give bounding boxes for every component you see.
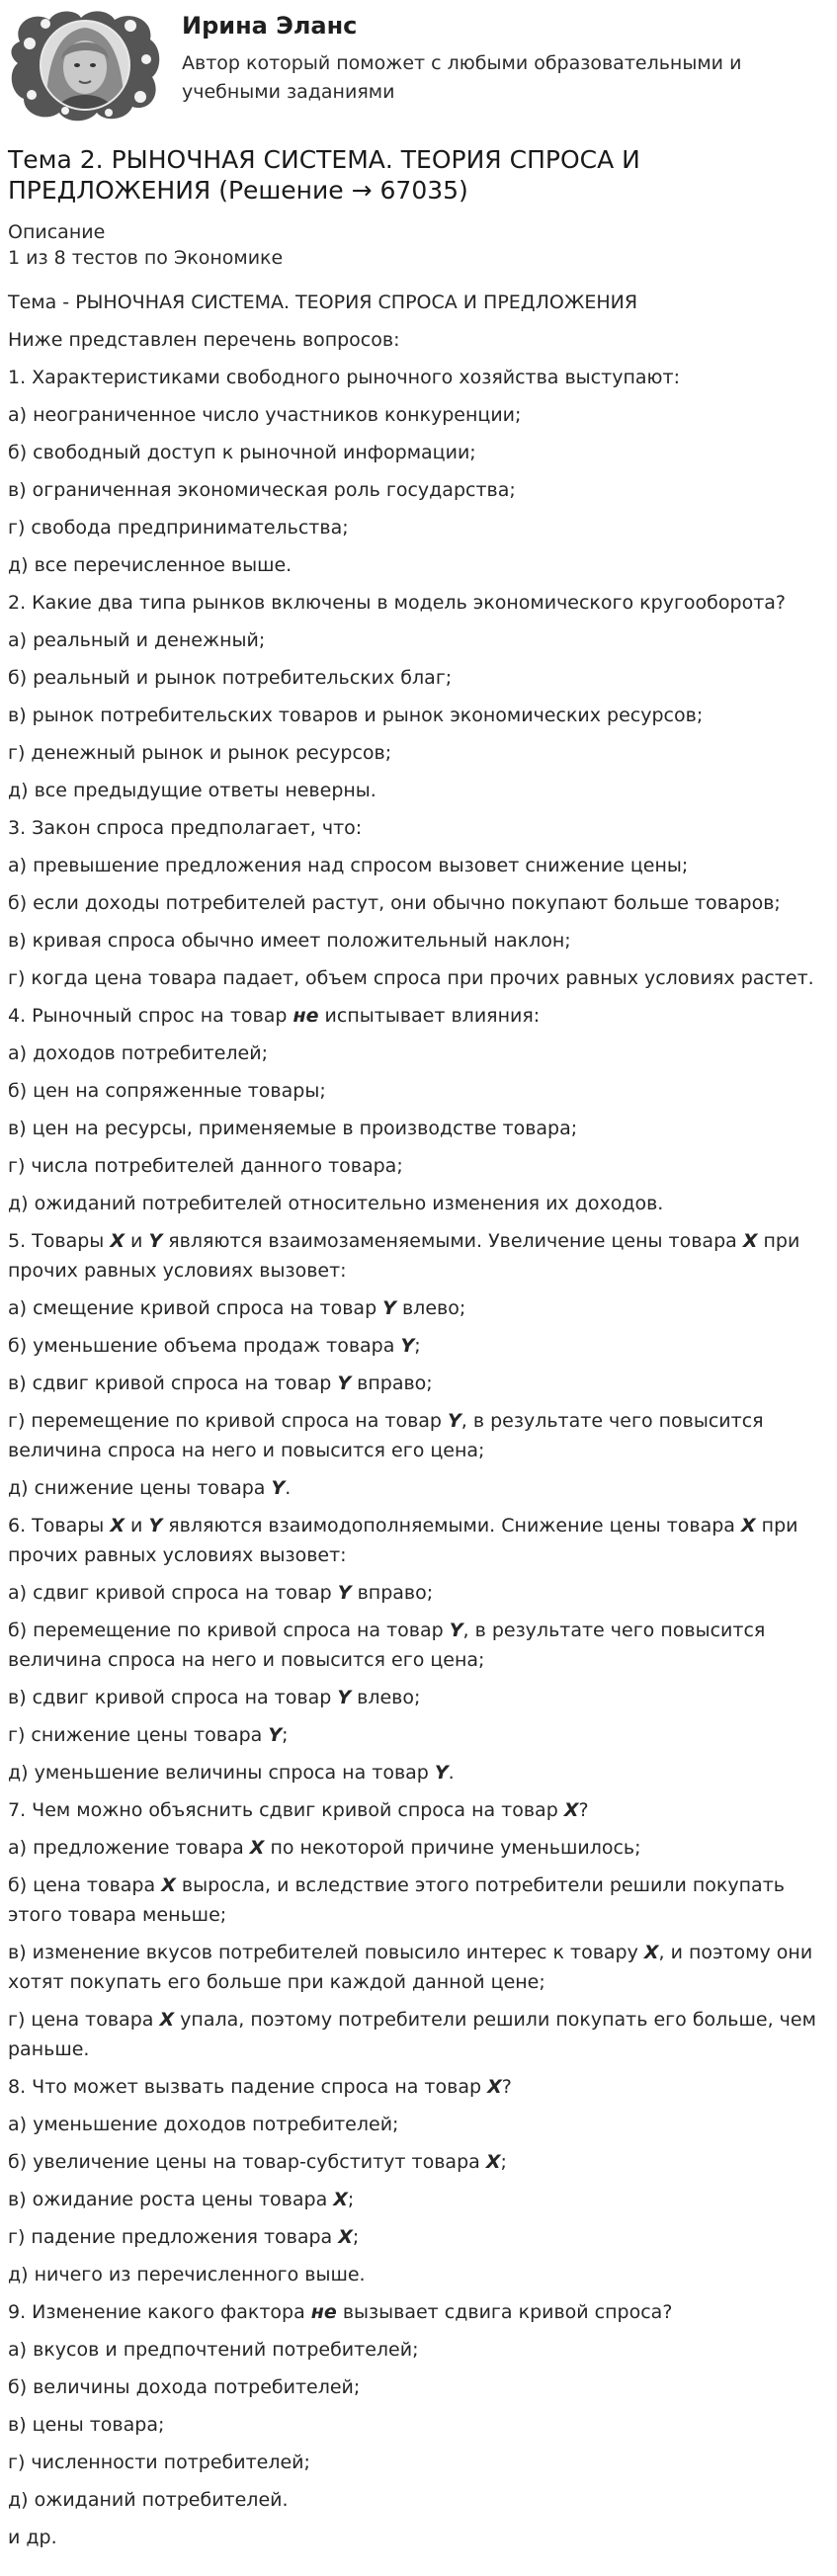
question-text: 6. Товары X и Y являются взаимодополняемыми. Снижение цены товара X при прочих равных условиях вызовет: [8, 1515, 798, 1566]
emphasis: X [110, 1515, 125, 1537]
emphasis: X [249, 1837, 265, 1859]
test-count: 1 из 8 тестов по Экономике [8, 247, 284, 269]
answer-option: а) неограниченное число участников конкуренции; [8, 404, 522, 426]
document-title: Тема 2. РЫНОЧНАЯ СИСТЕМА. ТЕОРИЯ СПРОСА И ПРЕДЛОЖЕНИЯ (Решение → 67035) [8, 145, 640, 205]
emphasis: X [333, 2189, 348, 2210]
question-text: 5. Товары X и Y являются взаимозаменяемыми. Увеличение цены товара X при прочих равных условиях вызовет: [8, 1230, 800, 1282]
description-label: Описание [8, 221, 106, 243]
emphasis: X [159, 2009, 175, 2031]
answer-option: в) цен на ресурсы, применяемые в производстве товара; [8, 1118, 578, 1139]
emphasis: Y [448, 1410, 461, 1432]
answer-option: д) все перечисленное выше. [8, 554, 293, 576]
question-text: 8. Что может вызвать падение спроса на товар X? [8, 2076, 512, 2098]
emphasis: Y [271, 1477, 286, 1499]
author-description: Автор который поможет с любыми образовательными и учебными заданиями [182, 52, 742, 103]
answer-option: д) ожиданий потребителей. [8, 2489, 289, 2511]
document-content [8, 144, 828, 2560]
answer-option: б) величины дохода потребителей; [8, 2376, 361, 2398]
emphasis: Y [337, 1372, 352, 1394]
answer-option: д) ожиданий потребителей относительно изменения их доходов. [8, 1193, 664, 1214]
answer-option: д) уменьшение величины спроса на товар Y. [8, 1762, 455, 1784]
answer-option: а) вкусов и предпочтений потребителей; [8, 2339, 419, 2361]
answer-option: и др. [8, 2527, 57, 2548]
answer-option: б) если доходы потребителей растут, они обычно покупают больше товаров; [8, 892, 781, 914]
answer-option: а) сдвиг кривой спроса на товар Y вправо; [8, 1582, 434, 1604]
question-text: 7. Чем можно объяснить сдвиг кривой спроса на товар X? [8, 1799, 589, 1821]
author-avatar-icon[interactable] [6, 4, 164, 126]
answer-option: а) уменьшение доходов потребителей; [8, 2114, 399, 2135]
emphasis: не [310, 2301, 337, 2323]
answer-option: а) реальный и денежный; [8, 629, 266, 651]
emphasis: X [643, 1942, 659, 1963]
emphasis: X [742, 1230, 758, 1252]
answer-option: в) кривая спроса обычно имеет положительный наклон; [8, 930, 571, 952]
answer-option: г) когда цена товара падает, объем спроса при прочих равных условиях растет. [8, 967, 814, 989]
answer-option: Ниже представлен перечень вопросов: [8, 329, 400, 351]
answer-option: в) изменение вкусов потребителей повысило интерес к товару X, и поэтому они хотят покупать его больше при каждой данной цене; [8, 1942, 813, 1993]
emphasis: Y [434, 1762, 449, 1784]
answer-option: б) цена товара X выросла, и вследствие этого потребители решили покупать этого товара меньше; [8, 1874, 785, 1926]
question-text: 4. Рыночный спрос на товар не испытывает влияния: [8, 1005, 541, 1027]
emphasis: Y [382, 1297, 396, 1319]
answer-option: б) свободный доступ к рыночной информации; [8, 442, 476, 463]
emphasis: X [740, 1515, 756, 1537]
emphasis: X [485, 2151, 501, 2173]
question-text: 1. Характеристиками свободного рыночного хозяйства выступают: [8, 367, 680, 388]
emphasis: Y [449, 1620, 463, 1641]
answer-option: б) увеличение цены на товар-субститут товара X; [8, 2151, 507, 2173]
emphasis: Y [268, 1724, 283, 1746]
answer-option: б) цен на сопряженные товары; [8, 1080, 326, 1102]
answer-option: г) свобода предпринимательства; [8, 517, 349, 539]
answer-option: г) цена товара X упала, поэтому потребители решили покупать его больше, чем раньше. [8, 2009, 816, 2060]
answer-option: в) сдвиг кривой спроса на товар Y влево; [8, 1687, 421, 1708]
emphasis: Y [148, 1515, 163, 1537]
answer-option: г) падение предложения товара X; [8, 2226, 360, 2248]
emphasis: Y [148, 1230, 163, 1252]
answer-option: а) предложение товара X по некоторой причине уменьшилось; [8, 1837, 641, 1859]
answer-option: г) денежный рынок и рынок ресурсов; [8, 742, 392, 764]
answer-option: в) цены товара; [8, 2414, 165, 2436]
answer-option: б) реальный и рынок потребительских благ; [8, 667, 453, 689]
answer-option: а) смещение кривой спроса на товар Y влево; [8, 1297, 466, 1319]
answer-option: а) доходов потребителей; [8, 1042, 268, 1064]
answer-option: д) ничего из перечисленного выше. [8, 2264, 366, 2285]
answer-option: г) численности потребителей; [8, 2451, 310, 2473]
answer-option: б) перемещение по кривой спроса на товар Y, в результате чего повысится величина спроса на него и повысится его цена; [8, 1620, 766, 1671]
emphasis: Y [337, 1687, 352, 1708]
question-list [8, 288, 828, 2552]
answer-option: Тема - РЫНОЧНАЯ СИСТЕМА. ТЕОРИЯ СПРОСА И ПРЕДЛОЖЕНИЯ [8, 291, 638, 313]
question-text: 3. Закон спроса предполагает, что: [8, 817, 363, 839]
question-text: 2. Какие два типа рынков включены в модель экономического кругооборота? [8, 592, 787, 614]
emphasis: X [338, 2226, 353, 2248]
emphasis: Y [400, 1335, 415, 1357]
answer-option: г) снижение цены товара Y; [8, 1724, 289, 1746]
answer-option: в) рынок потребительских товаров и рынок экономических ресурсов; [8, 705, 704, 726]
author-name[interactable]: Ирина Эланс [182, 12, 358, 40]
emphasis: не [293, 1005, 319, 1027]
answer-option: г) числа потребителей данного товара; [8, 1155, 403, 1177]
answer-option: д) снижение цены товара Y. [8, 1477, 292, 1499]
emphasis: X [563, 1799, 579, 1821]
question-text: 9. Изменение какого фактора не вызывает сдвига кривой спроса? [8, 2301, 673, 2323]
emphasis: Y [337, 1582, 352, 1604]
answer-option: б) уменьшение объема продаж товара Y; [8, 1335, 421, 1357]
answer-option: д) все предыдущие ответы неверны. [8, 780, 377, 801]
answer-option: г) перемещение по кривой спроса на товар Y, в результате чего повысится величина спроса на него и повысится его цена; [8, 1410, 764, 1461]
answer-option: а) превышение предложения над спросом вызовет снижение цены; [8, 855, 689, 876]
answer-option: в) ограниченная экономическая роль государства; [8, 479, 516, 501]
emphasis: X [161, 1874, 176, 1896]
answer-option: в) сдвиг кривой спроса на товар Y вправо; [8, 1372, 433, 1394]
emphasis: X [487, 2076, 502, 2098]
author-card [0, 0, 837, 138]
document-meta [8, 219, 828, 271]
answer-option: в) ожидание роста цены товара X; [8, 2189, 355, 2210]
emphasis: X [110, 1230, 125, 1252]
